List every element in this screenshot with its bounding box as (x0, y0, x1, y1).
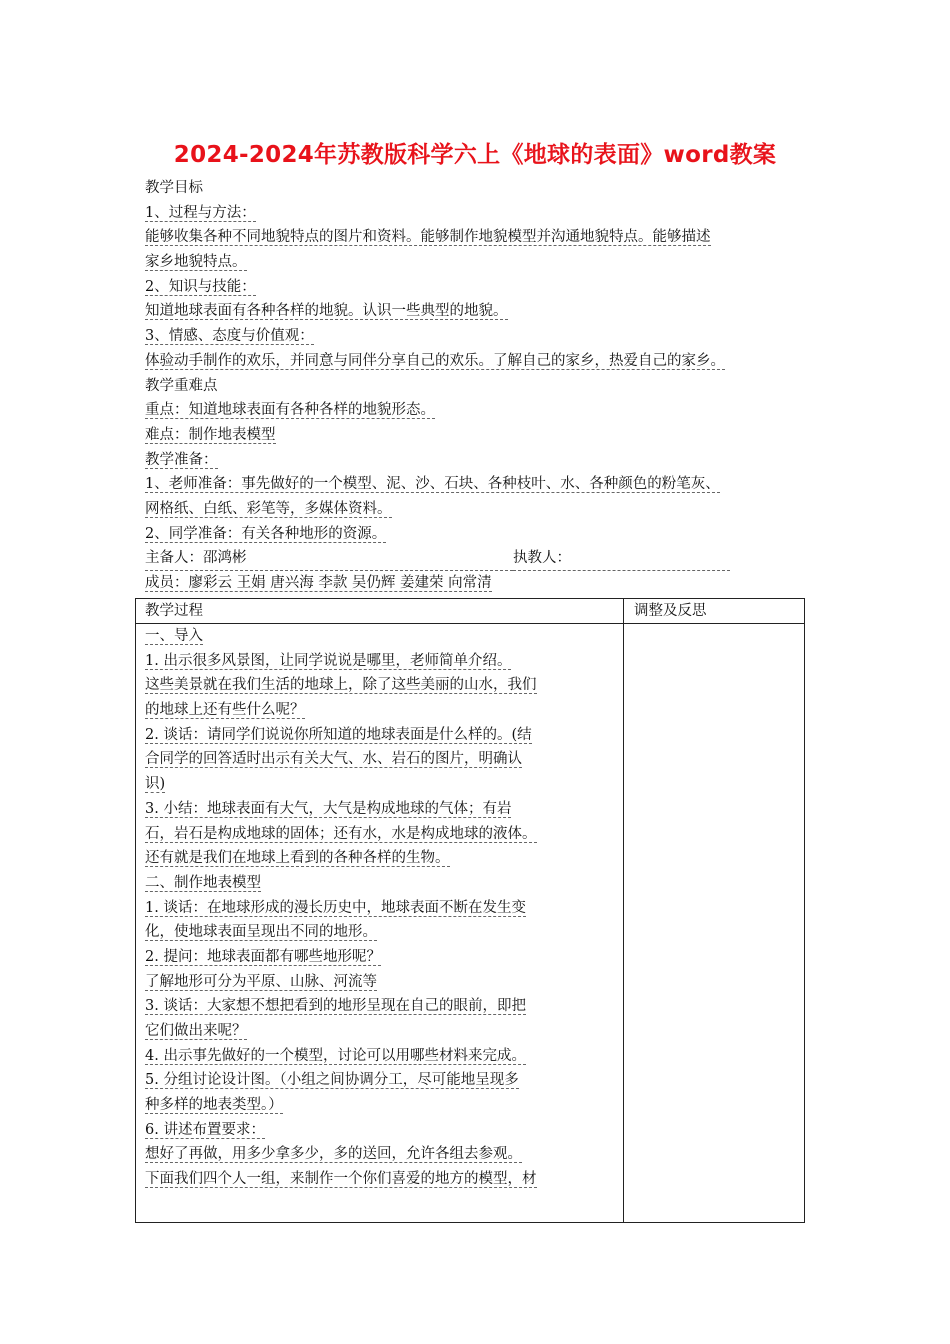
process-line (145, 772, 619, 797)
process-line-text: 化，使地球表面呈现出不同的地形。 (145, 924, 377, 941)
intro-line (145, 275, 815, 300)
intro-line-text: 2、知识与技能： (145, 278, 256, 295)
intro-line (145, 423, 815, 448)
reflection-header: 调整及反思 (624, 599, 805, 624)
process-line-text: 1. 谈话：在地球形成的漫长历史中，地球表面不断在发生变 (145, 899, 526, 916)
intro-line (145, 398, 815, 423)
intro-line-text: 体验动手制作的欢乐，并同意与同伴分享自己的欢乐。了解自己的家乡，热爱自己的家乡。 (145, 352, 725, 369)
process-line-text: 3. 谈话：大家想不想把看到的地形呈现在自己的眼前，即把 (145, 998, 526, 1015)
process-line-text: 下面我们四个人一组，来制作一个你们喜爱的地方的模型，材 (145, 1171, 537, 1188)
process-line-text: 石，岩石是构成地球的固体；还有水，水是构成地球的液体。 (145, 825, 537, 842)
process-line-text: 想好了再做，用多少拿多少，多的送回，允许各组去参观。 (145, 1146, 522, 1163)
intro-line-text: 难点：制作地表模型 (145, 426, 276, 443)
process-line (145, 723, 619, 748)
intro-line (145, 448, 815, 473)
intro-line-text: 3、情感、态度与价值观： (145, 328, 314, 345)
process-line (145, 797, 619, 822)
process-line (145, 822, 619, 847)
process-line-text: 6. 讲述布置要求： (145, 1121, 265, 1138)
intro-line-text: 教学目标 (145, 180, 203, 196)
document-title: 2024-2024年苏教版科学六上《地球的表面》word教案 (173, 142, 777, 168)
intro-line-text: 重点：知道地球表面有各种各样的地貌形态。 (145, 402, 435, 419)
intro-section (145, 176, 815, 546)
process-line-text: 合同学的回答适时出示有关大气、水、岩石的图片，明确认 (145, 751, 522, 768)
author-row (145, 546, 815, 571)
process-line (145, 920, 619, 945)
process-line-text: 这些美景就在我们生活的地球上，除了这些美丽的山水，我们 (145, 677, 537, 694)
process-line (145, 1068, 619, 1093)
intro-line-text: 教学重难点 (145, 377, 218, 394)
process-line-text: 的地球上还有些什么呢？ (145, 702, 305, 719)
intro-line-text: 知道地球表面有各种各样的地貌。认识一些典型的地貌。 (145, 303, 508, 320)
intro-line (145, 349, 815, 374)
process-line-text: 3. 小结：地球表面有大气，大气是构成地球的气体；有岩 (145, 800, 512, 817)
intro-line (145, 497, 815, 522)
intro-line-text: 2、同学准备：有关各种地形的资源。 (145, 525, 387, 542)
process-line (145, 970, 619, 995)
process-line (145, 747, 619, 772)
process-line (145, 1167, 619, 1192)
members-line (145, 571, 815, 596)
intro-line (145, 374, 815, 399)
process-line (145, 846, 619, 871)
process-line-text: 二、制作地表模型 (145, 874, 261, 891)
intro-line (145, 472, 815, 497)
process-line (145, 698, 619, 723)
intro-line-text: 1、过程与方法： (145, 204, 256, 221)
process-line-text: 2. 提问：地球表面都有哪些地形呢？ (145, 948, 381, 965)
process-line (145, 871, 619, 896)
intro-line (145, 522, 815, 547)
process-line-text: 种多样的地表类型。） (145, 1097, 283, 1114)
intro-line (145, 201, 815, 226)
members-text: 成员：廖彩云 王娟 唐兴海 李款 吴仍辉 姜建荣 向常清 (145, 575, 492, 591)
teaching-process-table (135, 598, 805, 1223)
process-cell (136, 624, 624, 1223)
document-body (145, 176, 815, 596)
intro-line (145, 299, 815, 324)
intro-line (145, 225, 815, 250)
table-header-row (136, 599, 805, 624)
process-line (145, 994, 619, 1019)
process-line (145, 649, 619, 674)
process-line-text: 了解地形可分为平原、山脉、河流等 (145, 973, 377, 990)
process-line (145, 1118, 619, 1143)
process-line-text: 还有就是我们在地球上看到的各种各样的生物。 (145, 850, 450, 867)
table-body-row (136, 624, 805, 1223)
reflection-cell (624, 624, 805, 1223)
process-line-text: 5. 分组讨论设计图。（小组之间协调分工，尽可能地呈现多 (145, 1072, 519, 1089)
intro-line-text: 1、老师准备：事先做好的一个模型、泥、沙、石块、各种枝叶、水、各种颜色的粉笔灰、 (145, 476, 720, 493)
process-line (145, 1142, 619, 1167)
process-line-text: 识) (145, 776, 166, 793)
process-line-text: 4. 出示事先做好的一个模型，讨论可以用哪些材料来完成。 (145, 1047, 526, 1064)
process-line (145, 1044, 619, 1069)
intro-line-text: 网格纸、白纸、彩笔等，多媒体资料。 (145, 500, 392, 517)
intro-line-text: 教学准备： (145, 451, 218, 468)
process-line (145, 945, 619, 970)
process-line-text: 1. 出示很多风景图，让同学说说是哪里，老师简单介绍。 (145, 652, 512, 669)
intro-line-text: 家乡地貌特点。 (145, 254, 247, 271)
process-line (145, 896, 619, 921)
process-line-text: 它们做出来呢？ (145, 1023, 247, 1039)
process-line-text: 一、导入 (145, 628, 203, 644)
prepared-by: 主备人：邵鸿彬 (145, 546, 513, 571)
intro-line (145, 176, 815, 201)
intro-line (145, 324, 815, 349)
intro-line-text: 能够收集各种不同地貌特点的图片和资料。能够制作地貌模型并沟通地貌特点。能够描述 (145, 229, 711, 246)
intro-line (145, 250, 815, 275)
process-line (145, 673, 619, 698)
process-line (145, 1019, 619, 1044)
taught-by: 执教人： (513, 546, 730, 571)
process-line-text: 2. 谈话：请同学们说说你所知道的地球表面是什么样的。(结 (145, 726, 532, 743)
process-line (145, 624, 619, 649)
process-line (145, 1093, 619, 1118)
process-header: 教学过程 (136, 599, 624, 624)
